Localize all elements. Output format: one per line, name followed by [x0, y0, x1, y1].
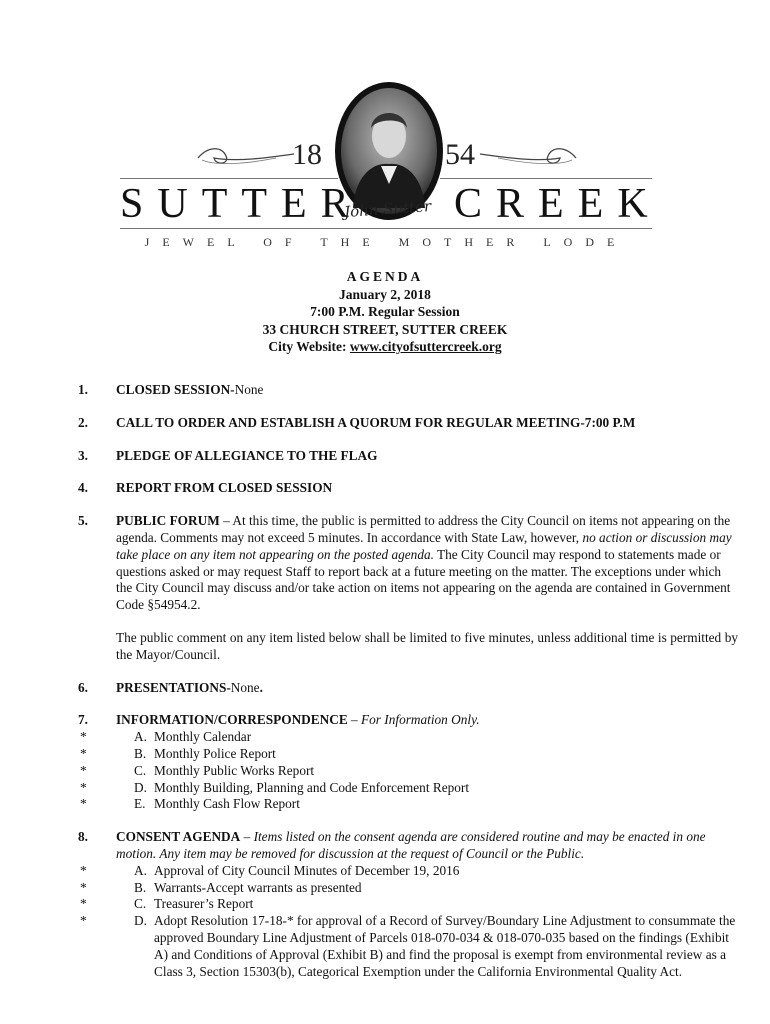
item-note: Items listed on the consent agenda are considered routine and may be enacted in one motion. Any item may be removed for discussion at the request of Council or the Public. — [116, 829, 706, 861]
item-number: 4. — [78, 480, 88, 496]
item-number: 3. — [78, 447, 88, 463]
public-forum-text — [116, 513, 738, 614]
item-tail: None — [234, 382, 264, 397]
item-number: 7. — [78, 712, 88, 728]
item-number: 2. — [78, 414, 88, 430]
item-heading: PLEDGE OF ALLEGIANCE TO THE FLAG — [116, 447, 378, 463]
agenda-item-3 — [78, 448, 738, 465]
list-item: * E. Monthly Cash Flow Report — [80, 796, 300, 812]
letterhead-rule-bottom — [120, 228, 652, 229]
public-forum-italic: no action or discussion may take place on any item not appearing on the posted agenda. — [116, 529, 732, 562]
item-number: 1. — [78, 382, 88, 397]
year-left: 18 — [292, 138, 322, 171]
agenda-item-2 — [78, 415, 738, 432]
flourish-left-icon — [196, 144, 296, 168]
year-right: 54 — [445, 138, 475, 171]
item-heading: PRESENTATIONS- — [116, 679, 231, 695]
website-line — [0, 338, 770, 356]
list-item: * A. Approval of City Council Minutes of December 19, 2016 — [80, 862, 460, 878]
public-forum-text-a: – At this time, the public is permitted to address the City Council on items not appearing on the agenda. Comments may not exceed 5 minutes. In accordance with State Law, however, — [116, 513, 731, 545]
agenda-items — [78, 382, 738, 996]
list-item: * D. Adopt Resolution 17-18-* for approval of a Record of Survey/Boundary Line Adjustment to consummate the approved Boundary Line Adjustment of Parcels 018-070-034 & 018-070-035 based on the findings (Exhibit A) and Conditions of Approval (Exhibit B) and find the proposal is exempt from environmental review as a Class 3, Section 15303(b), Categorical Exemption under the California Environmental Quality Act. — [80, 913, 736, 979]
meeting-date: January 2, 2018 — [339, 286, 431, 302]
meeting-address: 33 CHURCH STREET, SUTTER CREEK — [262, 321, 508, 337]
agenda-item-1 — [78, 382, 738, 399]
item-number: 6. — [78, 679, 88, 695]
agenda-header — [0, 268, 770, 356]
item-number: 5. — [78, 513, 88, 529]
item-dash: – — [347, 712, 362, 728]
list-item: * B. Monthly Police Report — [80, 745, 276, 761]
item-heading: INFORMATION/CORRESPONDENCE — [116, 712, 348, 728]
item-heading: REPORT FROM CLOSED SESSION — [116, 480, 333, 496]
letterhead — [0, 0, 770, 260]
list-item: * A. Monthly Calendar — [80, 729, 252, 745]
public-forum-text-b: The City Council may respond to statements made or questions asked or may request Staff to report back at a future meeting on the matter. The exceptions under which the City Council may discuss and/or take action on items not appearing on the agenda are contained in Government Code §54954.2. — [116, 546, 731, 613]
item-note: For Information Only. — [361, 712, 480, 728]
list-item: * B. Warrants-Accept warrants as presented — [80, 879, 362, 895]
public-comment-paragraph: The public comment on any item listed below shall be limited to five minutes, unless additional time is permitted by the Mayor/Council. — [116, 629, 738, 662]
information-list — [80, 729, 738, 813]
list-item: * C. Treasurer’s Report — [80, 896, 254, 912]
consent-list — [80, 862, 738, 981]
item-heading: CONSENT AGENDA — [116, 829, 241, 845]
agenda-title: AGENDA — [346, 269, 424, 284]
wordmark-creek: CREEK — [454, 181, 662, 227]
list-item: * D. Monthly Building, Planning and Code Enforcement Report — [80, 779, 470, 795]
letterhead-rule-top-left — [120, 178, 338, 179]
website-label: City Website: — [268, 339, 347, 354]
agenda-item-6 — [78, 680, 738, 697]
item-number: 8. — [78, 829, 88, 845]
item-tail-period: . — [259, 679, 263, 695]
website-link[interactable]: www.cityofsuttercreek.org — [349, 339, 502, 354]
agenda-item-7 — [78, 712, 738, 813]
flourish-right-icon — [478, 144, 578, 168]
wordmark-sutter: SUTTER — [120, 181, 363, 227]
signature: John Sutter — [343, 196, 432, 222]
letterhead-rule-top-right — [440, 178, 652, 179]
agenda-item-5 — [78, 513, 738, 663]
meeting-session: 7:00 P.M. Regular Session — [310, 304, 460, 319]
tagline: JEWEL OF THE MOTHER LODE — [144, 235, 628, 249]
item-dash: – — [240, 829, 254, 845]
agenda-item-4 — [78, 480, 738, 497]
item-tail: None — [230, 679, 260, 695]
agenda-item-8 — [78, 829, 738, 980]
item-heading: CLOSED SESSION- — [116, 382, 235, 397]
item-heading: CALL TO ORDER AND ESTABLISH A QUORUM FOR REGULAR MEETING-7:00 P.M — [116, 414, 636, 430]
item-heading: PUBLIC FORUM — [116, 513, 220, 529]
list-item: * C. Monthly Public Works Report — [80, 762, 315, 778]
